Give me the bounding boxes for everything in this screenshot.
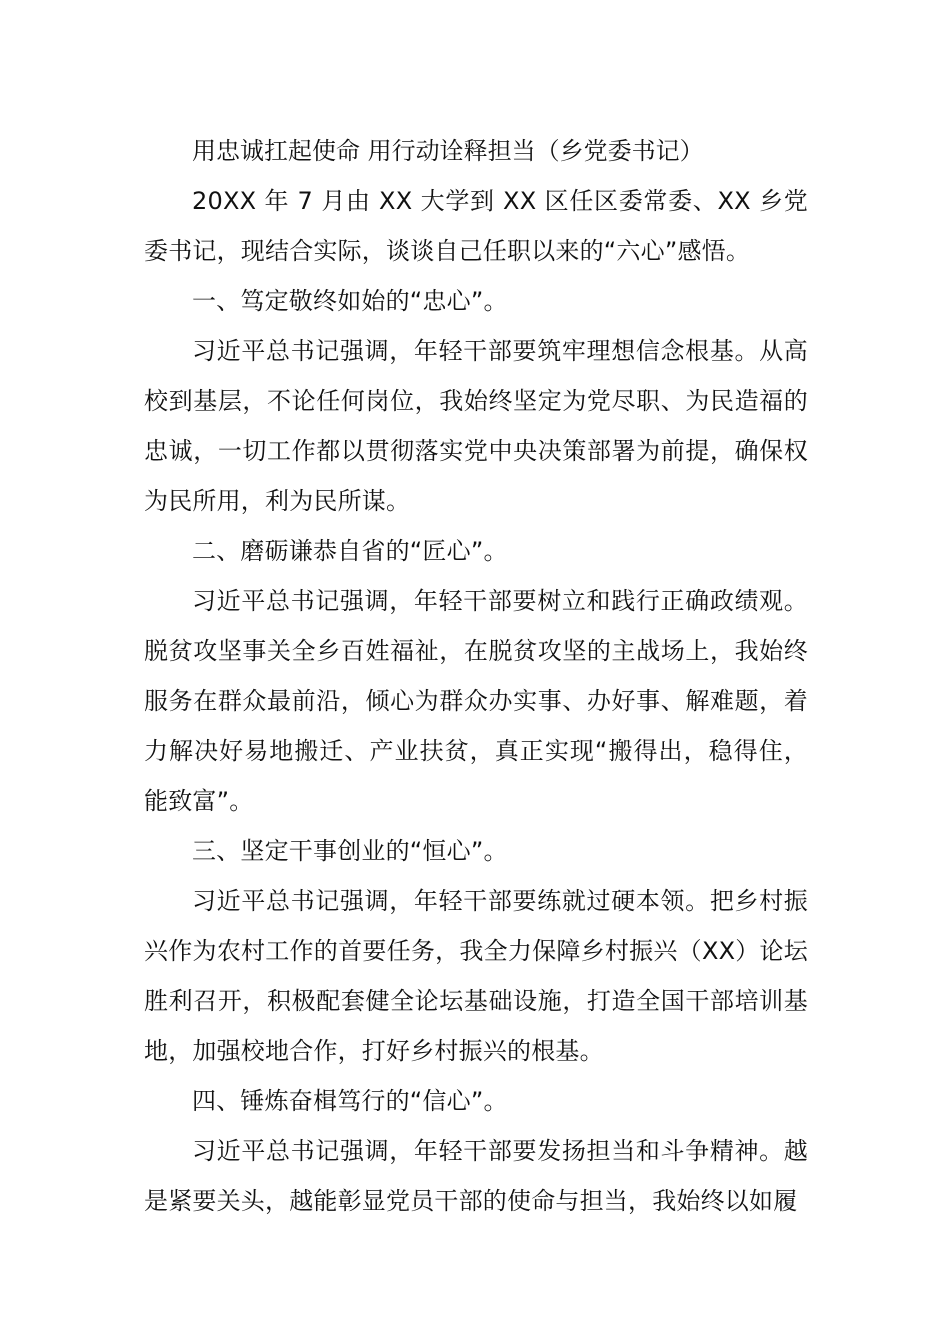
body-paragraph-1: 习近平总书记强调，年轻干部要筑牢理想信念根基。从高校到基层，不论任何岗位，我始终坚定为党尽职、为民造福的忠诚，一切工作都以贯彻落实党中央决策部署为前提，确保权为民所用，利为民所谋。	[144, 337, 808, 515]
body-paragraph-4: 习近平总书记强调，年轻干部要发扬担当和斗争精神。越是紧要关头，越能彰显党员干部的使命与担当，我始终以如履	[144, 1137, 808, 1215]
document-title: 用忠诚扛起使命 用行动诠释担当（乡党委书记）	[192, 137, 704, 165]
body-paragraph-3: 习近平总书记强调，年轻干部要练就过硬本领。把乡村振兴作为农村工作的首要任务，我全力保障乡村振兴（XX）论坛胜利召开，积极配套健全论坛基础设施，打造全国干部培训基地，加强校地合作，打好乡村振兴的根基。	[144, 887, 808, 1065]
body-paragraph-2: 习近平总书记强调，年轻干部要树立和践行正确政绩观。脱贫攻坚事关全乡百姓福祉，在脱贫攻坚的主战场上，我始终服务在群众最前沿，倾心为群众办实事、办好事、解难题，着力解决好易地搬迁、产业扶贫，真正实现“搬得出，稳得住，能致富”。	[144, 587, 808, 815]
section-heading-1: 一、笃定敬终如始的“忠心”。	[192, 287, 508, 315]
section-heading-2: 二、磨砺谦恭自省的“匠心”。	[192, 537, 508, 565]
document-body	[144, 126, 808, 1226]
intro-paragraph: 20XX 年 7 月由 XX 大学到 XX 区任区委常委、XX 乡党委书记，现结合实际，谈谈自己任职以来的“六心”感悟。	[144, 187, 808, 265]
section-heading-3: 三、坚定干事创业的“恒心”。	[192, 837, 508, 865]
section-heading-4: 四、锤炼奋楫笃行的“信心”。	[192, 1087, 508, 1115]
